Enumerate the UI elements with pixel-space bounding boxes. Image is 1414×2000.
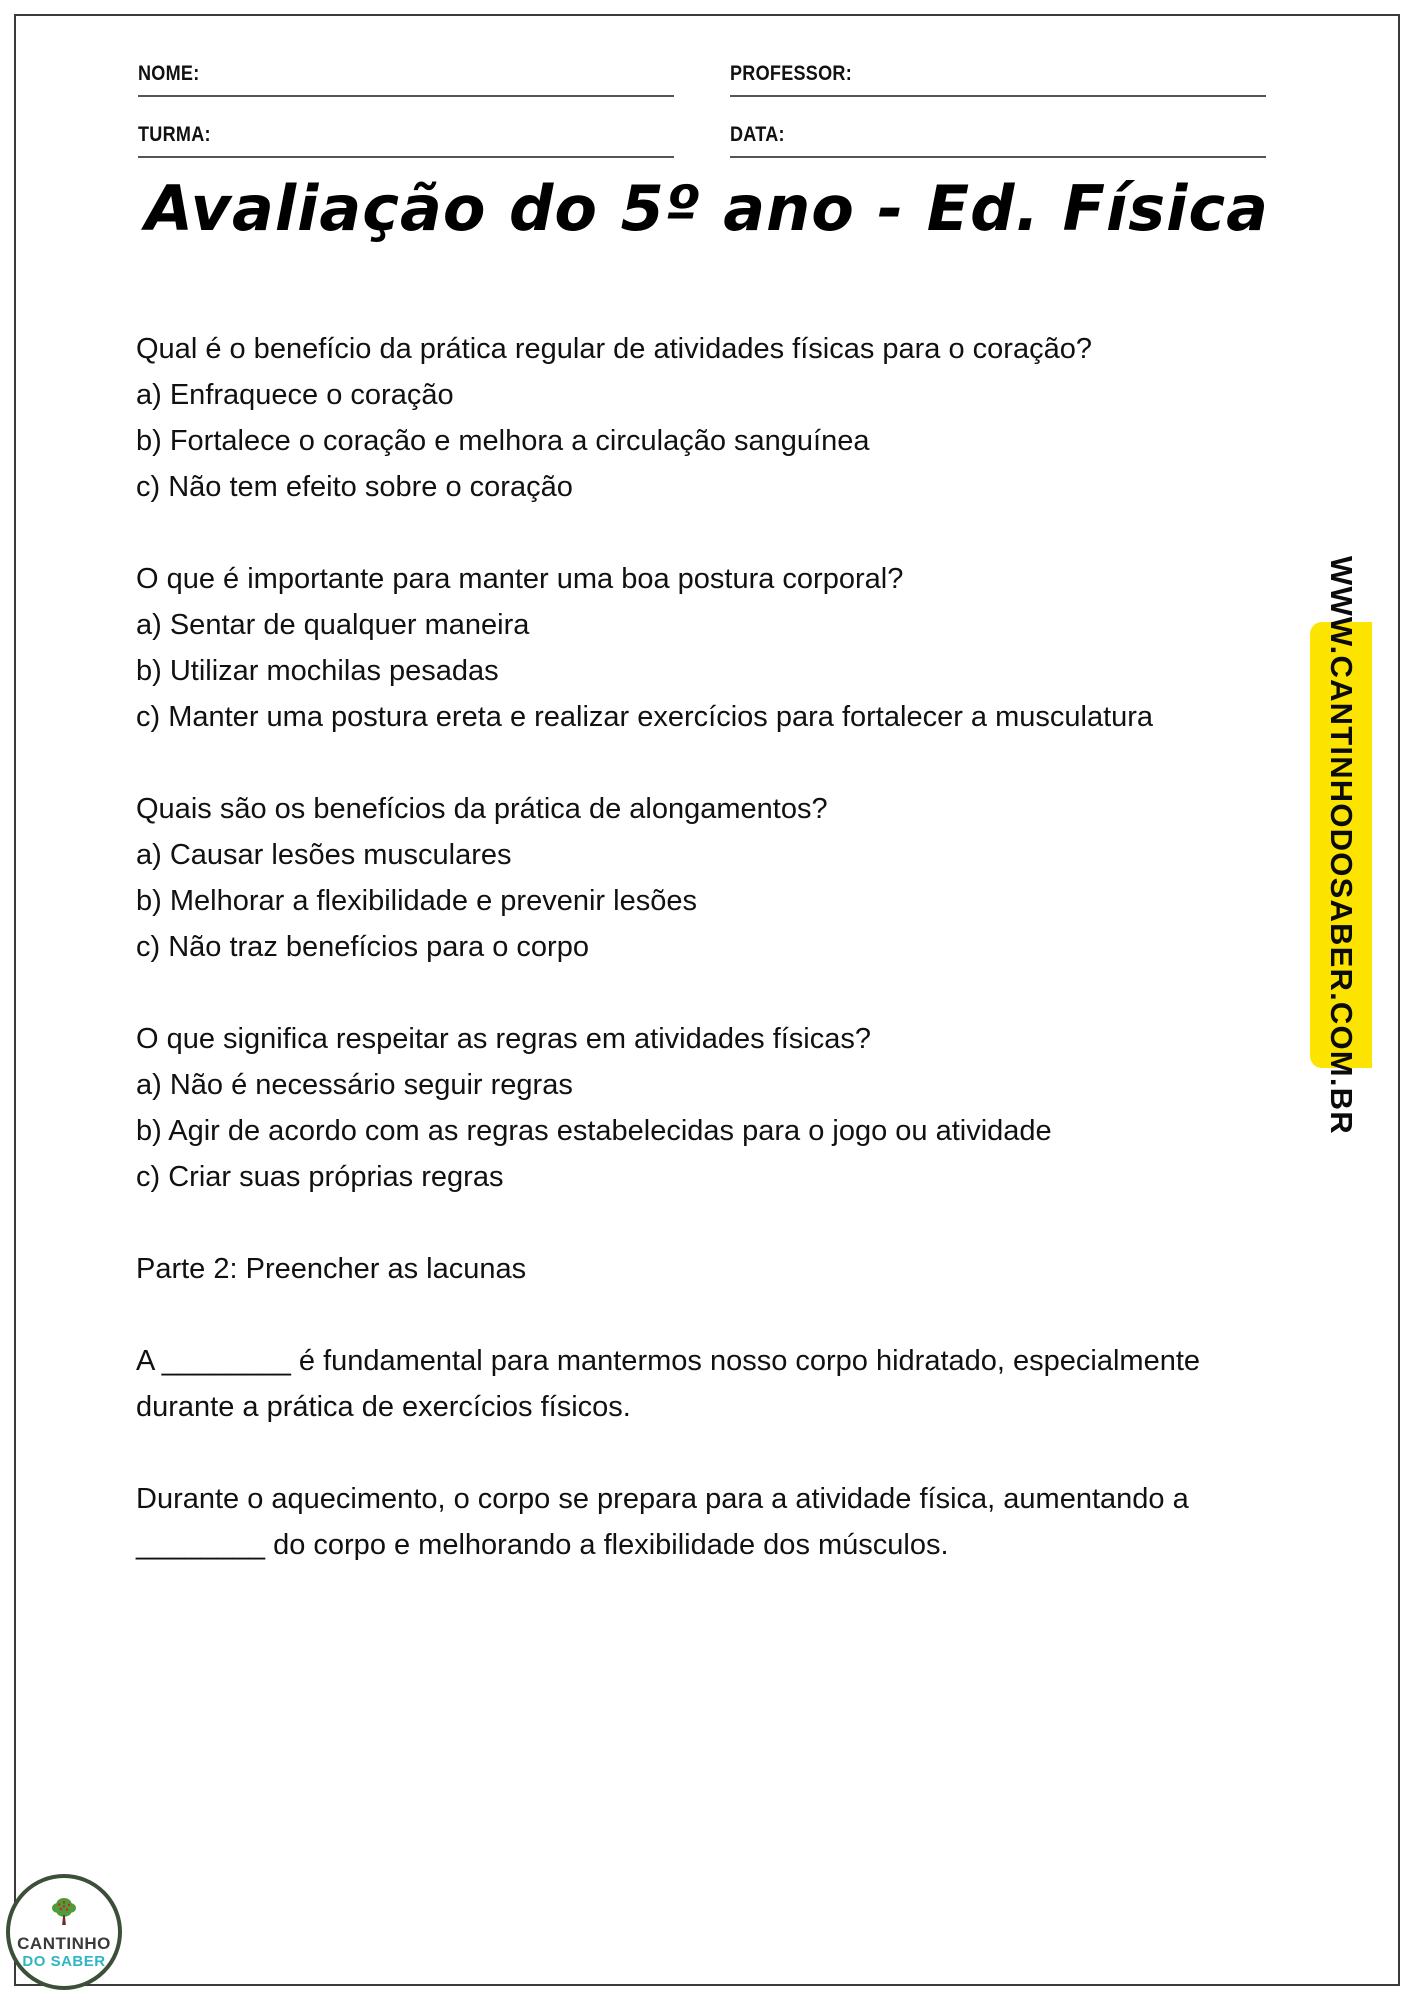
field-data[interactable] (730, 123, 1266, 158)
question-2-prompt: O que é importante para manter uma boa postura corporal? (136, 563, 904, 595)
question-3-prompt: Quais são os benefícios da prática de alongamentos? (136, 793, 828, 825)
question-1-option-b[interactable]: b) Fortalece o coração e melhora a circulação sanguínea (136, 425, 870, 457)
brand-logo (6, 1874, 122, 1990)
question-2 (136, 556, 1246, 740)
question-4-option-a[interactable]: a) Não é necessário seguir regras (136, 1069, 573, 1101)
page-title: Avaliação do 5º ano - Ed. Física (145, 172, 1269, 245)
website-url-text: WWW.CANTINHODOSABER.COM.BR (1324, 555, 1359, 1135)
question-2-option-a[interactable]: a) Sentar de qualquer maneira (136, 609, 530, 641)
question-4-prompt: O que significa respeitar as regras em atividades físicas? (136, 1023, 872, 1055)
field-nome-label: NOME: (138, 62, 200, 85)
field-turma[interactable] (138, 123, 674, 158)
question-3-option-a[interactable]: a) Causar lesões musculares (136, 839, 512, 871)
header-row-2 (138, 123, 1266, 158)
question-4-option-c[interactable]: c) Criar suas próprias regras (136, 1161, 504, 1193)
tree-icon (47, 1894, 81, 1933)
question-1 (136, 326, 1246, 510)
field-professor[interactable] (730, 62, 1266, 97)
part2-item-1[interactable]: A ________ é fundamental para mantermos nosso corpo hidratado, especialmente durante a prática de exercícios físicos. (136, 1345, 1201, 1423)
question-4-option-b[interactable]: b) Agir de acordo com as regras estabelecidas para o jogo ou atividade (136, 1115, 1052, 1147)
question-1-option-c[interactable]: c) Não tem efeito sobre o coração (136, 471, 573, 503)
part2-item-2[interactable]: Durante o aquecimento, o corpo se prepara para a atividade física, aumentando a ________ do corpo e melhorando a flexibilidade dos músculos. (136, 1483, 1189, 1561)
question-3-option-c[interactable]: c) Não traz benefícios para o corpo (136, 931, 589, 963)
field-data-label: DATA: (730, 123, 785, 146)
field-professor-label: PROFESSOR: (730, 62, 852, 85)
logo-subtitle: DO SABER (22, 1953, 106, 1970)
question-3-option-b[interactable]: b) Melhorar a flexibilidade e prevenir lesões (136, 885, 697, 917)
student-header (138, 62, 1266, 184)
part2-label: Parte 2: Preencher as lacunas (136, 1253, 527, 1285)
website-side-tab[interactable] (1310, 555, 1372, 1135)
question-1-prompt: Qual é o benefício da prática regular de atividades físicas para o coração? (136, 333, 1092, 365)
header-row-1 (138, 62, 1266, 97)
question-4 (136, 1016, 1246, 1200)
question-1-option-a[interactable]: a) Enfraquece o coração (136, 379, 454, 411)
logo-name: CANTINHO (17, 1934, 111, 1953)
field-nome[interactable] (138, 62, 674, 97)
field-turma-label: TURMA: (138, 123, 211, 146)
question-2-option-b[interactable]: b) Utilizar mochilas pesadas (136, 655, 499, 687)
worksheet-body (136, 326, 1246, 1614)
question-3 (136, 786, 1246, 970)
question-2-option-c[interactable]: c) Manter uma postura ereta e realizar exercícios para fortalecer a musculatura (136, 701, 1154, 733)
